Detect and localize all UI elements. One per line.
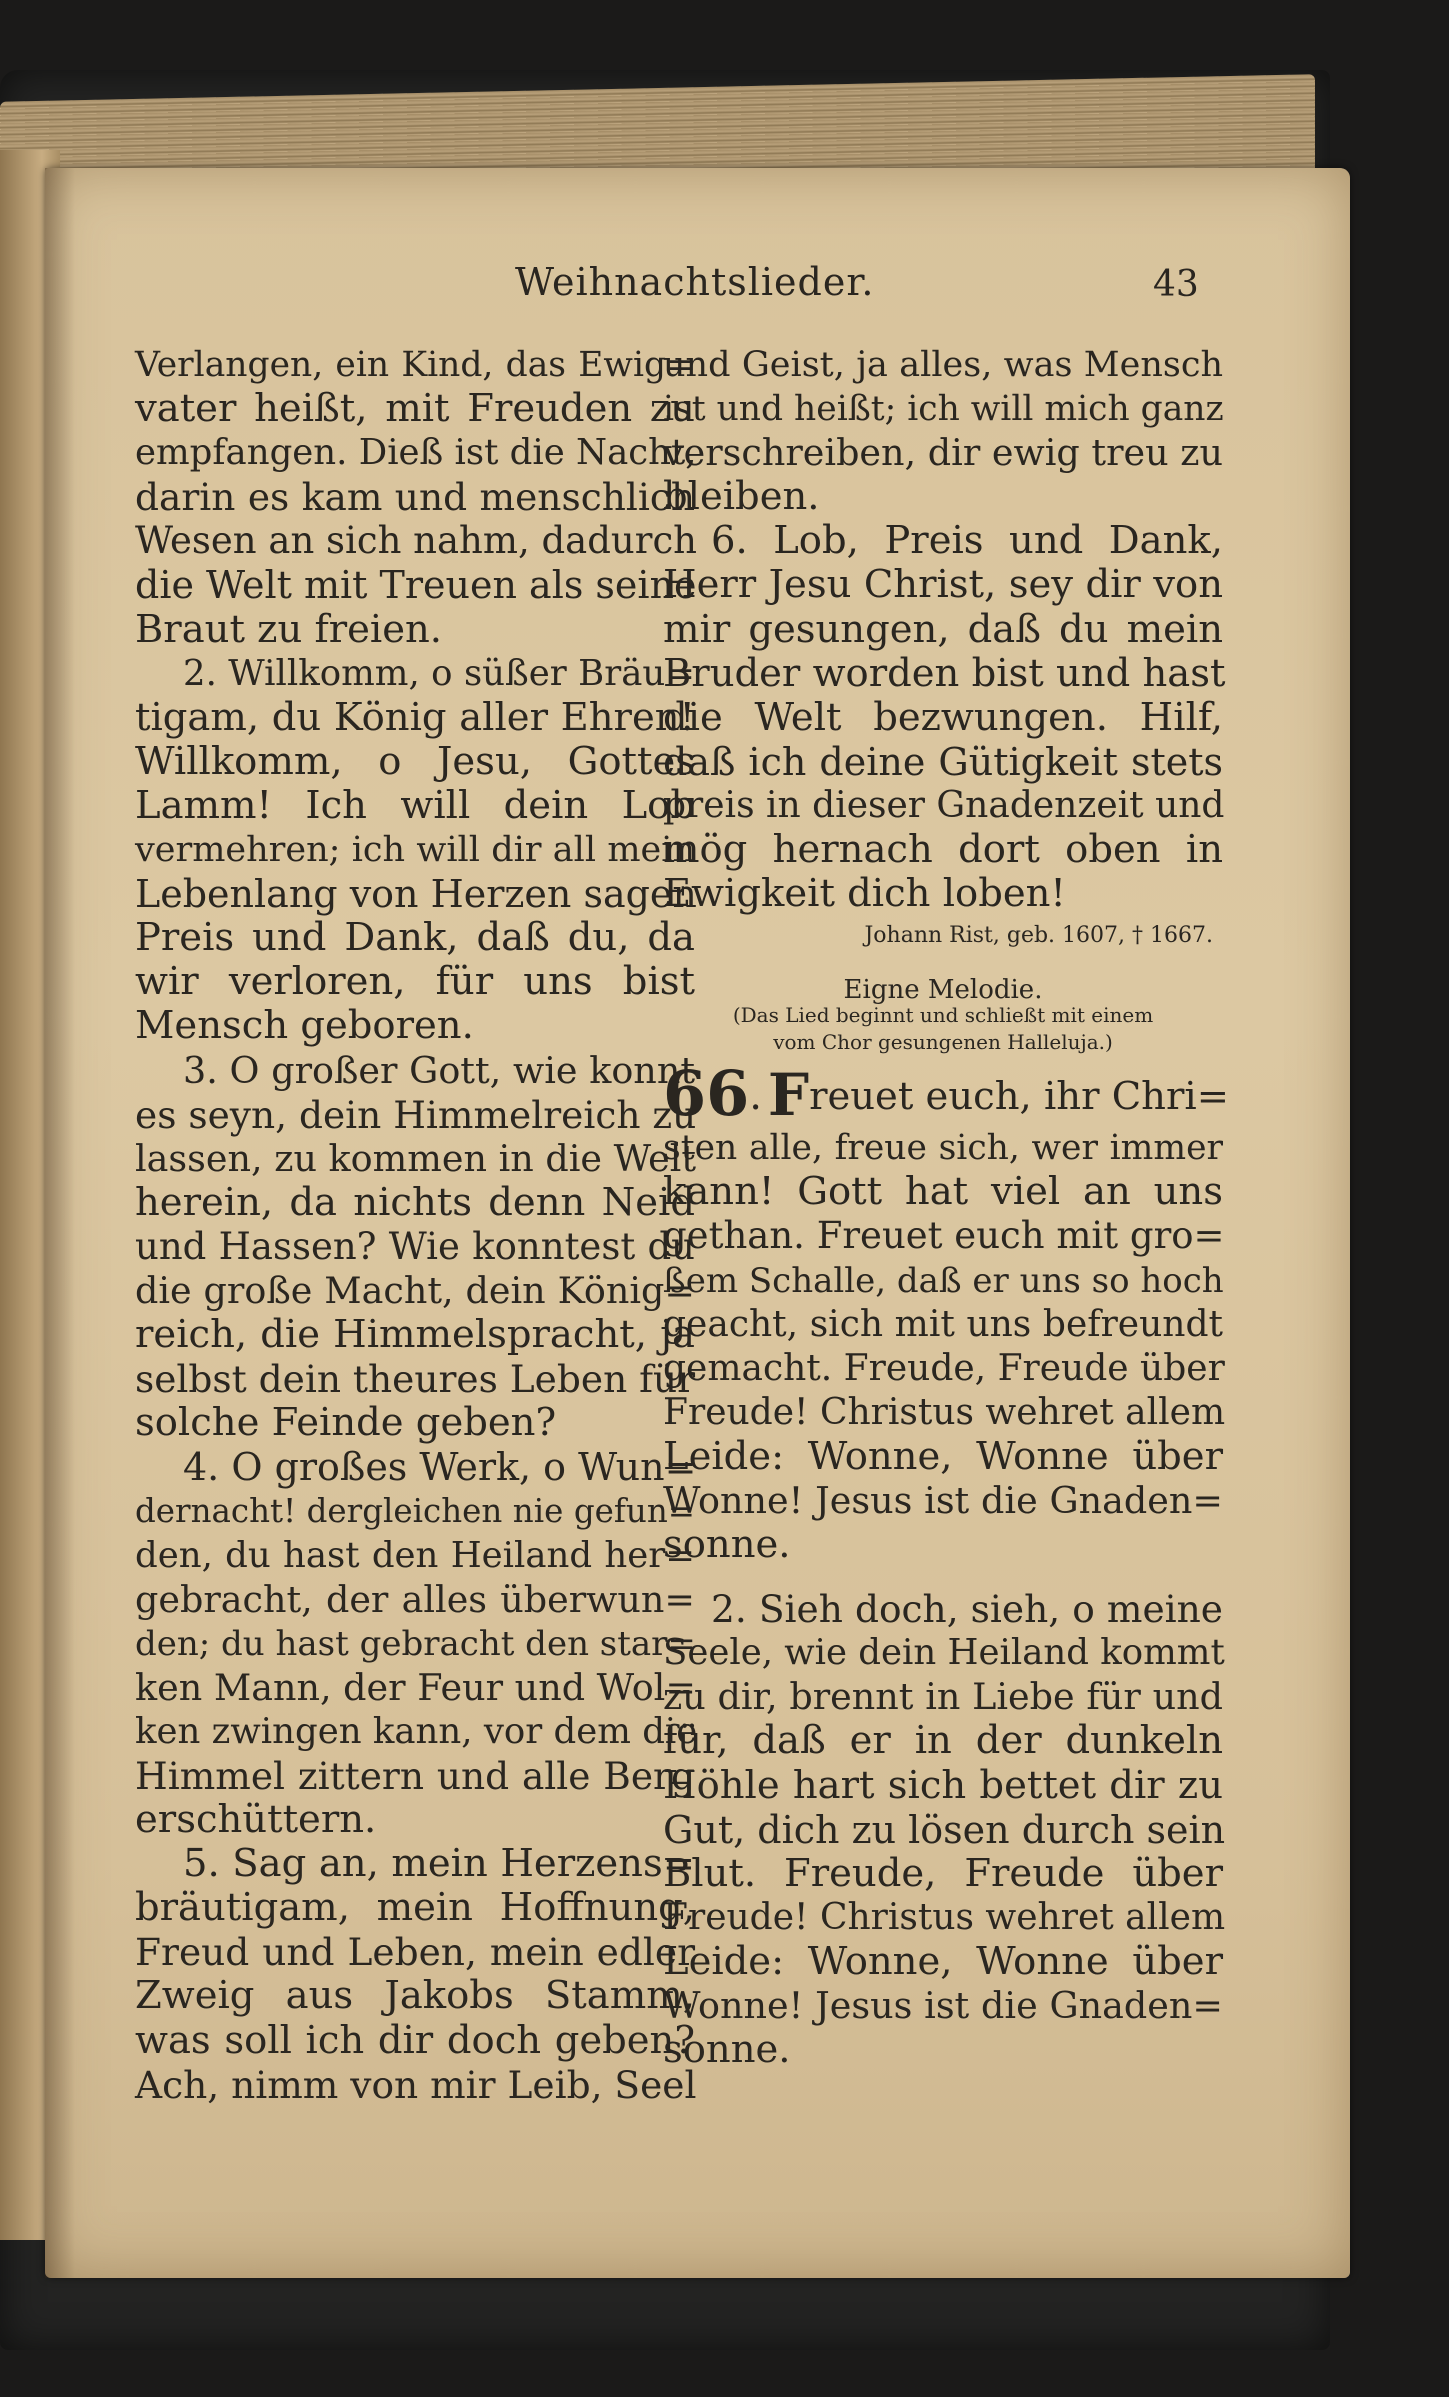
text-line: 3. O großer Gott, wie konnt bbox=[183, 1048, 695, 1092]
text-line: Höhle hart sich bettet dir zu bbox=[663, 1762, 1223, 1808]
text-line: mir gesungen, daß du mein bbox=[663, 606, 1223, 652]
text-line: tigam, du König aller Ehren! bbox=[135, 694, 695, 740]
text-line: Freud und Leben, mein edler bbox=[135, 1930, 695, 1975]
page-header bbox=[45, 260, 1350, 320]
text-line: daß ich deine Gütigkeit stets bbox=[663, 739, 1223, 784]
author-attribution: Johann Rist, geb. 1607, † 1667. bbox=[864, 923, 1213, 949]
hymn-66-text bbox=[663, 1126, 1226, 2073]
text-line: den; du hast gebracht den star= bbox=[135, 1623, 696, 1664]
text-line: für, daß er in der dunkeln bbox=[663, 1718, 1223, 1764]
text-line: 6. Lob, Preis und Dank, bbox=[711, 518, 1223, 564]
text-line: Leide: Wonne, Wonne über bbox=[663, 1938, 1223, 1984]
text-line: Herr Jesu Christ, sey dir von bbox=[663, 562, 1223, 608]
text-line: zu dir, brennt in Liebe für und bbox=[663, 1675, 1223, 1719]
text-line: Preis und Dank, daß du, da bbox=[135, 915, 695, 961]
text-line: Zweig aus Jakobs Stamm, bbox=[135, 1973, 695, 2019]
text-line: dernacht! dergleichen nie gefun= bbox=[135, 1492, 695, 1531]
melody-heading: Eigne Melodie. bbox=[843, 975, 1043, 1006]
text-line: selbst dein theures Leben für bbox=[135, 1357, 696, 1402]
running-title: Weihnachtslieder. bbox=[515, 260, 875, 304]
text-line: die Welt bezwungen. Hilf, bbox=[663, 694, 1223, 740]
text-line: Wonne! Jesus ist die Gnaden= bbox=[663, 1984, 1223, 2027]
book-page bbox=[45, 168, 1350, 2278]
text-line: Verlangen, ein Kind, das Ewig= bbox=[135, 345, 695, 385]
text-line: ist und heißt; ich will mich ganz bbox=[663, 389, 1224, 430]
text-line: die Welt mit Treuen als seine bbox=[135, 563, 697, 608]
text-line: bleiben. bbox=[663, 474, 820, 520]
text-line: den, du hast den Heiland her= bbox=[135, 1534, 695, 1576]
drop-cap: F bbox=[767, 1061, 810, 1130]
hymn-number: 66 bbox=[663, 1057, 750, 1131]
text-line: Ach, nimm von mir Leib, Seel bbox=[135, 2062, 697, 2107]
left-column bbox=[135, 343, 698, 2107]
text-line: und Geist, ja alles, was Mensch bbox=[663, 345, 1223, 385]
text-line: bräutigam, mein Hoffnung, bbox=[135, 1885, 695, 1931]
melody-note-line: (Das Lied beginnt und schließt mit einem bbox=[732, 1003, 1154, 1028]
text-line: solche Feinde geben? bbox=[135, 1400, 557, 1446]
text-line: herein, da nichts denn Neid bbox=[135, 1179, 695, 1225]
hymn-first-line bbox=[663, 1057, 1229, 1131]
text-line: und Hassen? Wie konntest du bbox=[135, 1224, 695, 1268]
stanza-gap bbox=[663, 1567, 1223, 1587]
text-line: Blut. Freude, Freude über bbox=[663, 1850, 1223, 1896]
text-line: empfangen. Dieß ist die Nacht, bbox=[135, 432, 697, 474]
hymn-first-line-text: reuet euch, ihr Chri= bbox=[809, 1074, 1229, 1120]
text-line: Braut zu freien. bbox=[135, 606, 443, 652]
text-line: Wonne! Jesus ist die Gnaden= bbox=[663, 1478, 1223, 1522]
text-line: Bruder worden bist und hast bbox=[663, 650, 1226, 696]
text-line: Mensch geboren. bbox=[135, 1003, 474, 1049]
text-line: Lebenlang von Herzen sagen bbox=[135, 872, 697, 917]
text-line: Leide: Wonne, Wonne über bbox=[663, 1433, 1223, 1479]
text-line: gebracht, der alles überwun= bbox=[135, 1577, 695, 1621]
text-line: Willkomm, o Jesu, Gottes bbox=[135, 738, 695, 784]
text-line: kann! Gott hat viel an uns bbox=[663, 1169, 1223, 1215]
text-line: Freude! Christus wehret allem bbox=[663, 1391, 1226, 1433]
text-line: Lamm! Ich will dein Lob bbox=[135, 782, 695, 828]
text-line: 2. Willkomm, o süßer Bräu= bbox=[183, 652, 695, 694]
text-line: reich, die Himmelspracht, ja bbox=[135, 1312, 695, 1358]
text-line: ken zwingen kann, vor dem die bbox=[135, 1710, 698, 1752]
text-line: erschüttern. bbox=[135, 1797, 377, 1843]
melody-note-line: vom Chor gesungenen Halleluja.) bbox=[773, 1030, 1113, 1055]
text-line: Freude! Christus wehret allem bbox=[663, 1896, 1226, 1938]
text-line: vater heißt, mit Freuden zu bbox=[135, 386, 695, 432]
text-line: 4. O großes Werk, o Wun= bbox=[183, 1445, 697, 1490]
text-line: sonne. bbox=[663, 1522, 791, 1568]
text-line: wir verloren, für uns bist bbox=[135, 959, 695, 1005]
hymn-number-dot: . bbox=[749, 1073, 762, 1120]
text-line: Himmel zittern und alle Berg bbox=[135, 1754, 695, 1798]
text-line: Gut, dich zu lösen durch sein bbox=[663, 1807, 1226, 1852]
right-column bbox=[663, 343, 1229, 2073]
text-line: gethan. Freuet euch mit gro= bbox=[663, 1214, 1225, 1258]
text-line: ßem Schalle, daß er uns so hoch bbox=[663, 1260, 1224, 1301]
text-line: Ewigkeit dich loben! bbox=[663, 871, 1066, 917]
text-line: Seele, wie dein Heiland kommt bbox=[663, 1632, 1225, 1674]
text-line: verschreiben, dir ewig treu zu bbox=[663, 431, 1223, 475]
text-line: preis in dieser Gnadenzeit und bbox=[663, 784, 1225, 826]
text-line: 2. Sieh doch, sieh, o meine bbox=[711, 1587, 1223, 1632]
text-line: gemacht. Freude, Freude über bbox=[663, 1347, 1225, 1389]
text-line: sten alle, freue sich, wer immer bbox=[663, 1128, 1223, 1169]
text-line: vermehren; ich will dir all mein bbox=[135, 830, 695, 871]
text-line: die große Macht, dein König= bbox=[135, 1268, 695, 1312]
gutter-shadow bbox=[45, 168, 75, 2278]
text-line: mög hernach dort oben in bbox=[663, 827, 1223, 873]
text-line: lassen, zu kommen in die Welt bbox=[135, 1136, 697, 1180]
text-line: es seyn, dein Himmelreich zu bbox=[135, 1092, 697, 1137]
text-line: geacht, sich mit uns befreundt bbox=[663, 1303, 1223, 1345]
hymn-65-continuation bbox=[663, 343, 1226, 917]
page-number: 43 bbox=[1153, 264, 1199, 305]
text-line: 5. Sag an, mein Herzens= bbox=[183, 1841, 695, 1887]
text-line: darin es kam und menschlich bbox=[135, 475, 695, 520]
text-line: Wesen an sich nahm, dadurch bbox=[135, 519, 697, 563]
text-line: sonne. bbox=[663, 2027, 791, 2073]
text-line: ken Mann, der Feur und Wol= bbox=[135, 1665, 696, 1709]
text-line: was soll ich dir doch geben? bbox=[135, 2017, 695, 2063]
